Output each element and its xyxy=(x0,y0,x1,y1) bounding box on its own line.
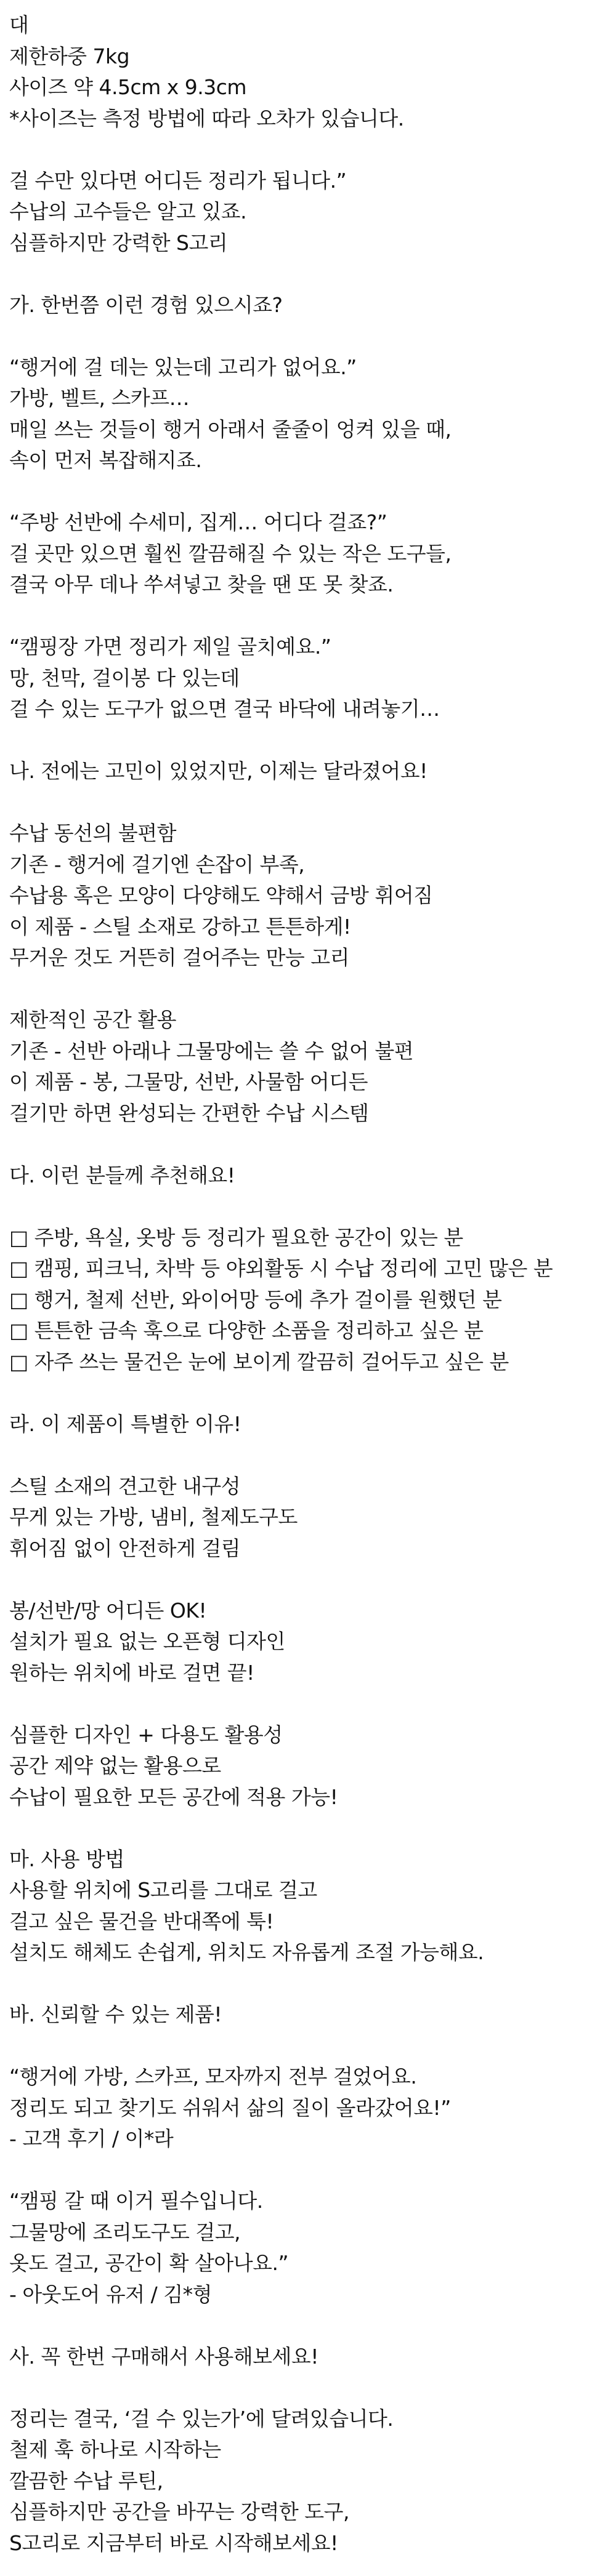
text-line: 무거운 것도 거뜬히 걸어주는 만능 고리 xyxy=(9,945,349,969)
paragraph-gap xyxy=(9,1968,616,2000)
text-line: 철제 훅 하나로 시작하는 xyxy=(9,2438,221,2462)
paragraph-gap xyxy=(9,1564,616,1595)
text-line: 설치도 해체도 손쉽게, 위치도 자유롭게 조절 가능해요. xyxy=(9,1940,484,1964)
paragraph-gap xyxy=(9,476,616,508)
text-line: 옷도 걸고, 공간이 확 살아나요.” xyxy=(9,2251,289,2275)
text-line: □ 튼튼한 금속 훅으로 다양한 소품을 정리하고 싶은 분 xyxy=(9,1318,484,1342)
text-line: 걸 곳만 있으면 훨씬 깔끔해질 수 있는 작은 도구들, xyxy=(9,541,452,566)
text-line: 사이즈 약 4.5cm x 9.3cm xyxy=(9,75,247,99)
paragraph-gap xyxy=(9,1378,616,1409)
paragraph-gap xyxy=(9,725,616,756)
text-line: 그물망에 조리도구도 걸고, xyxy=(9,2220,241,2244)
text-line: 심플하지만 공간을 바꾸는 강력한 도구, xyxy=(9,2500,349,2524)
paragraph-gap xyxy=(9,1440,616,1471)
text-line: “행거에 걸 데는 있는데 고리가 없어요.” xyxy=(9,355,357,379)
text-line: 속이 먼저 복잡해지죠. xyxy=(9,448,202,472)
text-line: *사이즈는 측정 방법에 따라 오차가 있습니다. xyxy=(9,106,404,130)
text-line: “행거에 가방, 스카프, 모자까지 전부 걸었어요. xyxy=(9,2064,417,2088)
text-line: 대 xyxy=(9,13,29,37)
paragraph-gap xyxy=(9,787,616,819)
text-line: 봉/선반/망 어디든 OK! xyxy=(9,1598,207,1623)
text-line: 걸기만 하면 완성되는 간편한 수납 시스템 xyxy=(9,1101,369,1125)
text-line: □ 캠핑, 피크닉, 차박 등 야외활동 시 수납 정리에 고민 많은 분 xyxy=(9,1256,553,1280)
text-line: 휘어짐 없이 안전하게 걸림 xyxy=(9,1536,241,1560)
paragraph-gap xyxy=(9,2310,616,2341)
text-line: 스틸 소재의 견고한 내구성 xyxy=(9,1474,241,1498)
text-line: □ 행거, 철제 선반, 와이어망 등에 추가 걸이를 원했던 분 xyxy=(9,1287,502,1312)
text-line: 수납의 고수들은 알고 있죠. xyxy=(9,199,247,223)
text-line: □ 주방, 욕실, 옷방 등 정리가 필요한 공간이 있는 분 xyxy=(9,1225,463,1250)
text-line: 제한하중 7kg xyxy=(9,44,130,68)
text-line: 망, 천막, 걸이봉 다 있는데 xyxy=(9,665,240,690)
text-line: 사용할 위치에 S고리를 그대로 걸고 xyxy=(9,1878,317,1902)
text-line: 이 제품 - 봉, 그물망, 선반, 사물함 어디든 xyxy=(9,1070,368,1094)
text-line: 가방, 벨트, 스카프… xyxy=(9,386,190,410)
text-line: 가. 한번쯤 이런 경험 있으시죠? xyxy=(9,292,283,317)
text-line: 라. 이 제품이 특별한 이유! xyxy=(9,1411,241,1436)
text-line: 기존 - 선반 아래나 그물망에는 쓸 수 없어 불편 xyxy=(9,1038,414,1063)
paragraph-gap xyxy=(9,1813,616,1844)
text-line: 이 제품 - 스틸 소재로 강하고 튼튼하게! xyxy=(9,914,351,939)
text-line: 원하는 위치에 바로 걸면 끝! xyxy=(9,1660,254,1685)
text-line: 수납 동선의 불편함 xyxy=(9,821,177,845)
text-line: 걸 수 있는 도구가 없으면 결국 바닥에 내려놓기… xyxy=(9,697,440,721)
text-line: 정리는 결국, ‘걸 수 있는가’에 달려있습니다. xyxy=(9,2406,394,2431)
text-line: 나. 전에는 고민이 있었지만, 이제는 달라졌어요! xyxy=(9,759,428,783)
paragraph-gap xyxy=(9,2031,616,2062)
text-line: 심플하지만 강력한 S고리 xyxy=(9,230,228,255)
paragraph-gap xyxy=(9,1688,616,1720)
paragraph-gap xyxy=(9,1129,616,1160)
text-line: 바. 신뢰할 수 있는 제품! xyxy=(9,2002,222,2026)
text-line: 심플한 디자인 + 다용도 활용성 xyxy=(9,1722,283,1747)
text-line: 제한적인 공간 활용 xyxy=(9,1008,177,1032)
text-line: - 고객 후기 / 이*라 xyxy=(9,2127,174,2151)
text-line: 공간 제약 없는 활용으로 xyxy=(9,1754,221,1778)
text-line: “캠핑장 가면 정리가 제일 골치예요.” xyxy=(9,635,331,659)
paragraph-gap xyxy=(9,2372,616,2404)
text-line: 걸 수만 있다면 어디든 정리가 됩니다.” xyxy=(9,168,347,193)
paragraph-gap xyxy=(9,321,616,352)
text-line: 수납용 혹은 모양이 다양해도 약해서 금방 휘어짐 xyxy=(9,883,433,907)
text-line: 기존 - 행거에 걸기엔 손잡이 부족, xyxy=(9,852,305,877)
paragraph-gap xyxy=(9,601,616,632)
text-line: 걸고 싶은 물건을 반대쪽에 툭! xyxy=(9,1909,274,1933)
text-line: “캠핑 갈 때 이거 필수입니다. xyxy=(9,2189,263,2213)
text-line: 결국 아무 데나 쑤셔넣고 찾을 땐 또 못 찾죠. xyxy=(9,572,394,596)
product-description-text xyxy=(9,10,616,2559)
text-line: □ 자주 쓰는 물건은 눈에 보이게 깔끔히 걸어두고 싶은 분 xyxy=(9,1349,509,1374)
text-line: 매일 쓰는 것들이 행거 아래서 줄줄이 엉켜 있을 때, xyxy=(9,417,452,441)
text-line: 다. 이런 분들께 추천해요! xyxy=(9,1163,235,1187)
text-line: 깔끔한 수납 루틴, xyxy=(9,2468,163,2493)
text-line: - 아웃도어 유저 / 김*형 xyxy=(9,2282,213,2306)
text-line: 무게 있는 가방, 냄비, 철제도구도 xyxy=(9,1505,298,1529)
text-line: 설치가 필요 없는 오픈형 디자인 xyxy=(9,1629,285,1653)
text-line: 마. 사용 방법 xyxy=(9,1847,124,1871)
paragraph-gap xyxy=(9,1191,616,1222)
text-line: “주방 선반에 수세미, 집게… 어디다 걸죠?” xyxy=(9,510,387,534)
text-line: 수납이 필요한 모든 공간에 적용 가능! xyxy=(9,1784,338,1809)
paragraph-gap xyxy=(9,974,616,1005)
paragraph-gap xyxy=(9,259,616,290)
paragraph-gap xyxy=(9,134,616,166)
text-line: S고리로 지금부터 바로 시작해보세요! xyxy=(9,2530,338,2555)
text-line: 정리도 되고 찾기도 쉬워서 삶의 질이 올라갔어요!” xyxy=(9,2095,451,2120)
text-line: 사. 꼭 한번 구매해서 사용해보세요! xyxy=(9,2344,318,2369)
paragraph-gap xyxy=(9,2155,616,2186)
